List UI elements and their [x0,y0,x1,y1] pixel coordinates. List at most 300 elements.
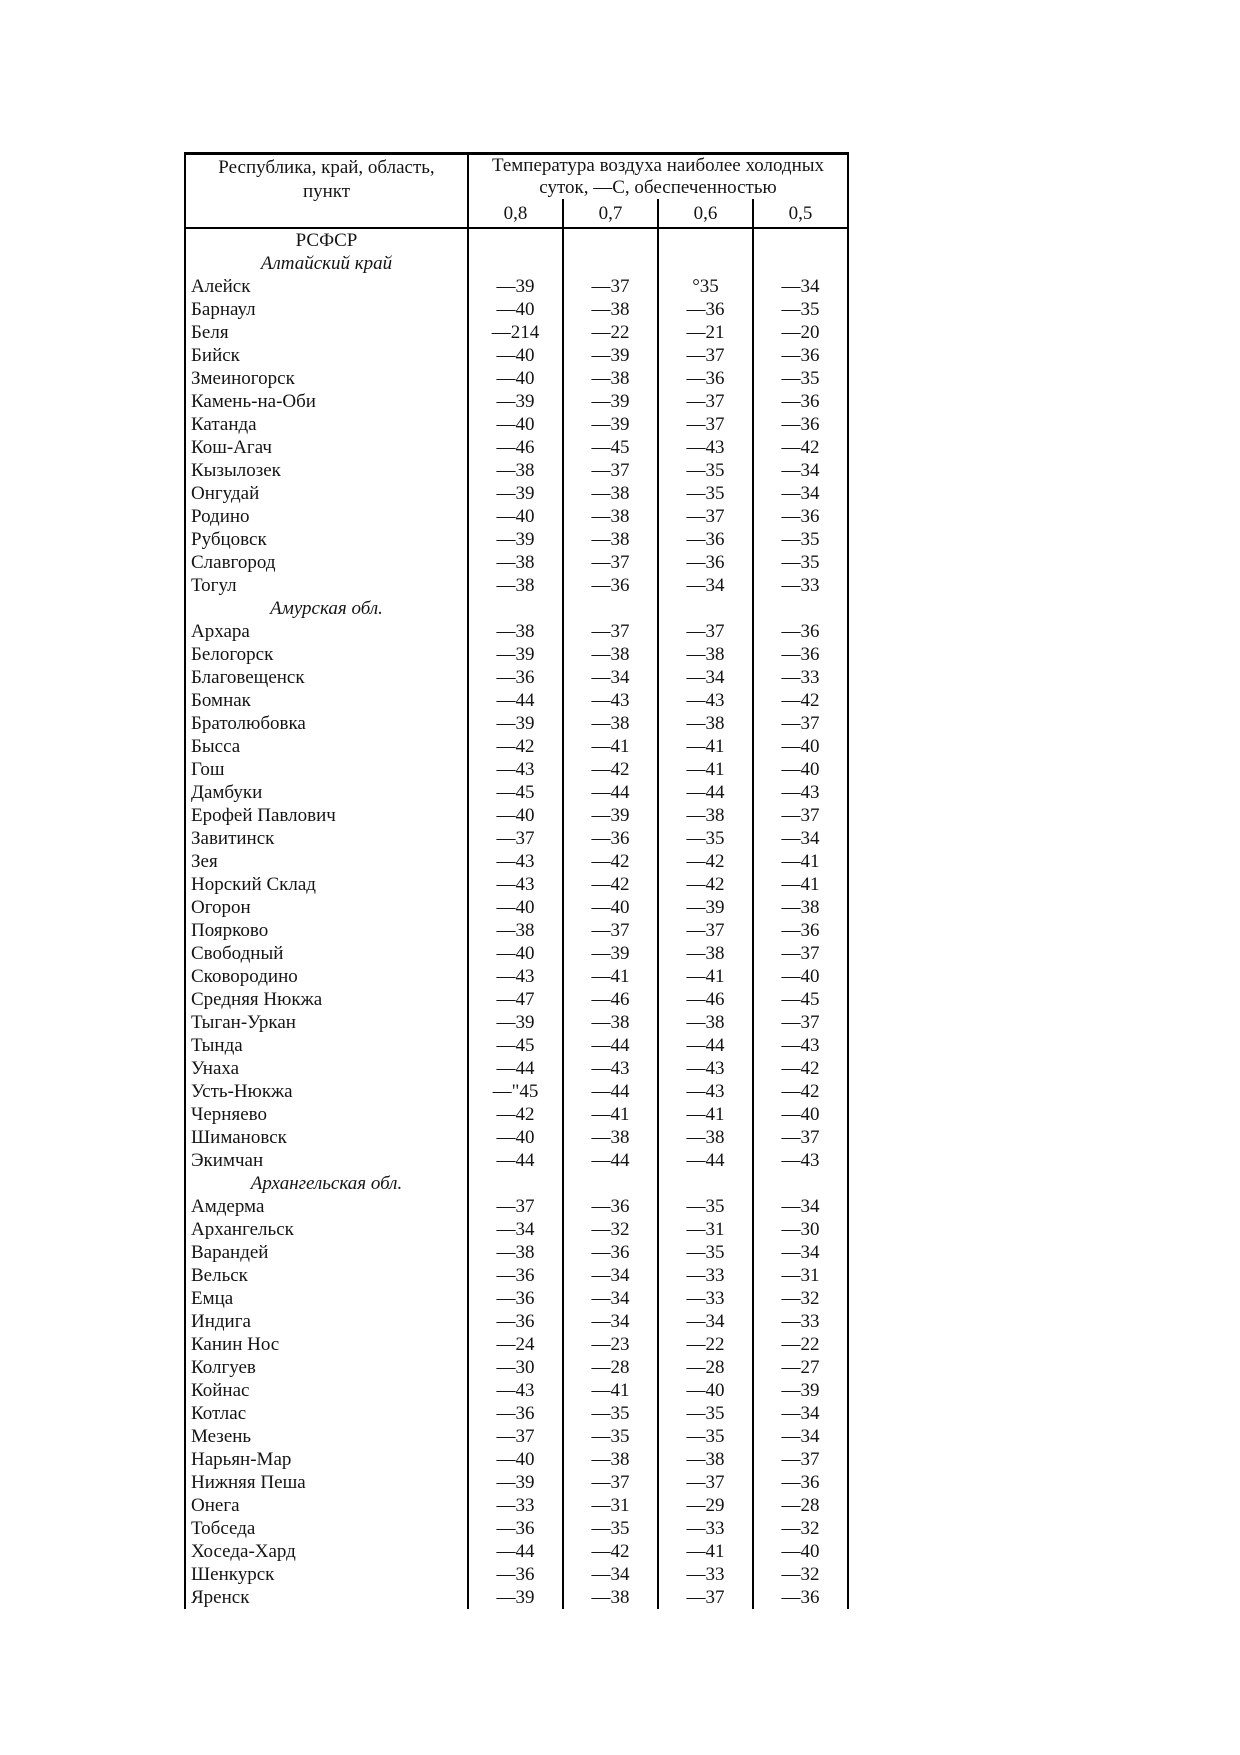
temp-value: —35 [753,551,848,574]
temp-value: °35 [658,275,753,298]
temp-value: —33 [658,1517,753,1540]
table-row [185,1517,848,1540]
temp-value: —37 [658,620,753,643]
place-name: Гош [185,758,468,781]
temp-value: —44 [496,1058,535,1079]
place-name: Варандей [185,1241,468,1264]
temp-value: —38 [563,1126,658,1149]
temp-value: —36 [563,1195,658,1218]
temp-value: —36 [753,620,848,643]
temp-value: —41 [658,965,753,988]
temp-value: —36 [496,1311,535,1332]
temp-value [468,252,563,275]
temp-value [468,228,563,252]
place-name: Емца [185,1287,468,1310]
table-row [185,942,848,965]
temp-value: —38 [658,1011,753,1034]
temp-value: —37 [753,1126,848,1149]
place-name: Белогорск [185,643,468,666]
temp-value: —36 [658,551,753,574]
temp-value: —44 [563,781,658,804]
table-row [185,988,848,1011]
temp-value: —40 [496,368,535,389]
temp-value: —31 [563,1494,658,1517]
temp-value: —33 [658,1264,753,1287]
temp-value: —35 [658,459,753,482]
temp-value: —27 [753,1356,848,1379]
temp-value: —43 [496,874,535,895]
temp-value: —42 [496,736,535,757]
temp-value: —42 [753,1057,848,1080]
temp-value: —34 [753,459,848,482]
temp-value: —36 [496,1518,535,1539]
temp-value: —34 [496,1219,535,1240]
place-name: Камень-на-Оби [185,390,468,413]
place-name: Ерофей Павлович [185,804,468,827]
table-header [185,154,848,229]
column-header-place-line1: Республика, край, область, [218,157,435,178]
temp-value: —30 [753,1218,848,1241]
temp-value: —38 [496,920,535,941]
place-name: Экимчан [185,1149,468,1172]
table-row [185,1494,848,1517]
table-row [185,436,848,459]
place-name: Благовещенск [185,666,468,689]
temp-value: —47 [496,989,535,1010]
temp-value: —29 [658,1494,753,1517]
temp-value: —41 [753,873,848,896]
subcolumn-header-0-7: 0,7 [563,199,658,228]
temp-value: —46 [496,437,535,458]
temp-value: —39 [496,483,535,504]
temp-value: —36 [496,1265,535,1286]
temp-value: —43 [658,689,753,712]
table-body [185,228,848,1609]
section-label: РСФСР [185,228,468,252]
column-header-temperature-line1: Температура воздуха наиболее холодных [491,155,825,176]
temp-value: —41 [658,1540,753,1563]
temp-value: —36 [753,390,848,413]
temp-value: —38 [563,1448,658,1471]
temp-value: —30 [496,1357,535,1378]
temp-value: —35 [658,827,753,850]
place-name: Мезень [185,1425,468,1448]
temp-value: —38 [753,896,848,919]
temp-value: —34 [563,1287,658,1310]
temp-value: —42 [753,436,848,459]
place-name: Тыган-Уркан [185,1011,468,1034]
temp-value: —36 [563,574,658,597]
temp-value: —38 [658,712,753,735]
table-row [185,620,848,643]
place-name: Сковородино [185,965,468,988]
table-row [185,275,848,298]
temp-value: —35 [563,1402,658,1425]
place-name: Хоседа-Хард [185,1540,468,1563]
temp-value: —37 [658,344,753,367]
temp-value: —36 [753,1471,848,1494]
temp-value: —41 [563,735,658,758]
temp-value: —39 [496,1012,535,1033]
table-row [185,735,848,758]
temp-value: —41 [753,850,848,873]
temp-value: —43 [563,1057,658,1080]
place-name: Шимановск [185,1126,468,1149]
table-row [185,505,848,528]
section-row [185,1172,848,1195]
temp-value: —44 [658,1034,753,1057]
temp-value: —42 [563,850,658,873]
temp-value: —42 [753,1080,848,1103]
place-name: Родино [185,505,468,528]
temp-value: —33 [753,574,848,597]
place-name: Зея [185,850,468,873]
temp-value: —36 [658,367,753,390]
temp-value: —39 [496,276,535,297]
place-name: Барнаул [185,298,468,321]
temp-value: —38 [563,505,658,528]
place-name: Славгород [185,551,468,574]
temp-value: —39 [563,390,658,413]
temp-value: —37 [496,1426,535,1447]
temp-value: —37 [658,1471,753,1494]
temp-value: —34 [753,1402,848,1425]
place-name: Вельск [185,1264,468,1287]
temp-value: —45 [753,988,848,1011]
place-name: Бомнак [185,689,468,712]
temp-value: —37 [496,828,535,849]
temp-value: —43 [496,966,535,987]
place-name: Братолюбовка [185,712,468,735]
table-row [185,1563,848,1586]
table-row [185,643,848,666]
table-row [185,1448,848,1471]
temp-value [753,252,848,275]
table-row [185,574,848,597]
temp-value: —42 [496,1104,535,1125]
temp-value: —24 [496,1334,535,1355]
table-row [185,1471,848,1494]
temp-value: —40 [563,896,658,919]
temp-value: —36 [753,919,848,942]
place-name: Средняя Нюкжа [185,988,468,1011]
temp-value: —40 [753,1103,848,1126]
temp-value: —37 [658,413,753,436]
temp-value: —38 [563,1011,658,1034]
table-row [185,712,848,735]
section-label: Алтайский край [185,252,468,275]
temp-value: —42 [658,850,753,873]
temp-value [753,228,848,252]
temp-value: —31 [753,1264,848,1287]
temp-value: —39 [496,644,535,665]
temp-value: —22 [658,1333,753,1356]
place-name: Архангельск [185,1218,468,1241]
temp-value: —38 [563,298,658,321]
column-header-place [185,154,468,229]
temp-value: —37 [658,505,753,528]
place-name: Котлас [185,1402,468,1425]
temp-value: —39 [563,804,658,827]
temp-value: —46 [658,988,753,1011]
temp-value: —38 [563,643,658,666]
temp-value: —38 [496,575,535,596]
temp-value: —43 [496,851,535,872]
table-row [185,298,848,321]
temp-value: —34 [753,827,848,850]
temp-value: —36 [658,528,753,551]
temp-value: —28 [753,1494,848,1517]
temp-value: —36 [496,667,535,688]
table-row [185,459,848,482]
temp-value: —38 [658,1448,753,1471]
temp-value: —36 [658,298,753,321]
table-row [185,666,848,689]
table-row [185,1126,848,1149]
temp-value: —39 [563,344,658,367]
temp-value: —44 [496,1150,535,1171]
temp-value: —42 [658,873,753,896]
temp-value: —33 [658,1563,753,1586]
temp-value: —43 [753,781,848,804]
place-name: Колгуев [185,1356,468,1379]
temp-value: —39 [658,896,753,919]
temp-value: —32 [753,1287,848,1310]
place-name: Алейск [185,275,468,298]
temp-value: —37 [563,1471,658,1494]
temp-value: —45 [563,436,658,459]
temp-value: —40 [496,299,535,320]
temp-value: —43 [496,759,535,780]
temp-value: —34 [753,1241,848,1264]
temp-value: —41 [658,758,753,781]
temp-value: —43 [658,1057,753,1080]
temp-value [563,252,658,275]
temp-value: —40 [496,414,535,435]
temp-value: —"45 [492,1081,539,1102]
temp-value [658,1172,753,1195]
table-row [185,482,848,505]
temp-value: —44 [563,1034,658,1057]
temp-value: —37 [563,919,658,942]
temp-value: —38 [563,1586,658,1609]
temp-value: —36 [753,505,848,528]
table-row [185,1195,848,1218]
table-row [185,1379,848,1402]
temp-value [658,228,753,252]
temp-value: —33 [753,1310,848,1333]
column-header-place-line2: пункт [302,181,351,202]
table-row [185,390,848,413]
temp-value: —44 [658,781,753,804]
temp-value: —44 [496,690,535,711]
table-row [185,1034,848,1057]
table-row [185,1149,848,1172]
temp-value [658,252,753,275]
section-label: Архангельская обл. [185,1172,468,1195]
place-name: Унаха [185,1057,468,1080]
table-row [185,1218,848,1241]
temp-value: —34 [753,1425,848,1448]
table-row [185,850,848,873]
temp-value: —41 [658,1103,753,1126]
temp-value: —33 [658,1287,753,1310]
table-row [185,1264,848,1287]
table-row [185,1586,848,1609]
temp-value: —40 [496,1449,535,1470]
place-name: Тобседа [185,1517,468,1540]
place-name: Амдерма [185,1195,468,1218]
table-row [185,1333,848,1356]
temp-value: —35 [658,1195,753,1218]
temp-value: —31 [658,1218,753,1241]
temp-value: —38 [496,621,535,642]
table-row [185,827,848,850]
temp-value: —33 [496,1495,535,1516]
table-row [185,896,848,919]
place-name: Завитинск [185,827,468,850]
temp-value: —214 [491,322,540,343]
temp-value: —35 [753,528,848,551]
temp-value: —35 [658,482,753,505]
temp-value: —28 [658,1356,753,1379]
temp-value: —36 [563,1241,658,1264]
temp-value: —38 [563,528,658,551]
temp-value: —38 [658,942,753,965]
temp-value: —39 [496,391,535,412]
temp-value: —21 [658,321,753,344]
place-name: Канин Нос [185,1333,468,1356]
table-row [185,1310,848,1333]
temp-value: —37 [658,1586,753,1609]
section-row [185,252,848,275]
place-name: Онега [185,1494,468,1517]
temp-value: —35 [658,1425,753,1448]
temp-value: —46 [563,988,658,1011]
place-name: Катанда [185,413,468,436]
place-name: Норский Склад [185,873,468,896]
subcolumn-header-0-6: 0,6 [658,199,753,228]
table-row [185,689,848,712]
place-name: Кош-Агач [185,436,468,459]
place-name: Тогул [185,574,468,597]
temp-value: —36 [563,827,658,850]
temp-value: —37 [753,804,848,827]
table-row [185,873,848,896]
table-row [185,1287,848,1310]
temp-value: —37 [496,1196,535,1217]
table-row [185,551,848,574]
section-row [185,228,848,252]
temp-value: —41 [563,1379,658,1402]
temp-value: —42 [753,689,848,712]
temp-value: —37 [753,712,848,735]
temp-value: —32 [753,1563,848,1586]
place-name: Бысса [185,735,468,758]
place-name: Беля [185,321,468,344]
temp-value: —42 [563,1540,658,1563]
column-header-temperature [468,154,848,200]
place-name: Тында [185,1034,468,1057]
temp-value: —35 [658,1241,753,1264]
temp-value: —34 [658,666,753,689]
temp-value: —34 [753,1195,848,1218]
place-name: Яренск [185,1586,468,1609]
place-name: Нижняя Пеша [185,1471,468,1494]
temp-value: —40 [496,506,535,527]
temp-value [468,1172,563,1195]
temp-value: —37 [563,620,658,643]
temp-value: —41 [563,1103,658,1126]
temp-value: —45 [496,1035,535,1056]
table-row [185,1103,848,1126]
temp-value [563,1172,658,1195]
temp-value: —35 [563,1517,658,1540]
table-row [185,344,848,367]
temp-value: —23 [563,1333,658,1356]
place-name: Рубцовск [185,528,468,551]
temp-value: —36 [496,1288,535,1309]
place-name: Усть-Нюкжа [185,1080,468,1103]
table-row [185,1241,848,1264]
table-row [185,1540,848,1563]
temp-value: —34 [563,666,658,689]
temp-value: —28 [563,1356,658,1379]
place-name: Нарьян-Мар [185,1448,468,1471]
temp-value: —32 [563,1218,658,1241]
table-row [185,758,848,781]
temp-value: —39 [563,413,658,436]
table-row [185,1402,848,1425]
temp-value: —43 [658,1080,753,1103]
subcolumn-header-0-5: 0,5 [753,199,848,228]
table-row [185,321,848,344]
temp-value: —40 [496,345,535,366]
temp-value: —42 [563,758,658,781]
temp-value [563,228,658,252]
place-name: Шенкурск [185,1563,468,1586]
header-row-titles [185,154,848,200]
temp-value: —33 [753,666,848,689]
table-row [185,781,848,804]
place-name: Змеиногорск [185,367,468,390]
temp-value: —43 [753,1149,848,1172]
table-row [185,1011,848,1034]
place-name: Бийск [185,344,468,367]
subcolumn-header-0-8: 0,8 [468,199,563,228]
table-row [185,413,848,436]
temp-value: —39 [496,1587,535,1608]
table-row [185,1080,848,1103]
table-row [185,804,848,827]
table-row [185,1057,848,1080]
column-header-temperature-line2: суток, —С, обеспеченностью [539,177,777,198]
temp-value: —36 [496,1564,535,1585]
temp-value: —36 [496,1403,535,1424]
temp-value [563,597,658,620]
temp-value: —42 [563,873,658,896]
temp-value: —22 [563,321,658,344]
temp-value: —34 [658,1310,753,1333]
temp-value: —38 [658,643,753,666]
temp-value: —35 [658,1402,753,1425]
temp-value [468,597,563,620]
temp-value: —43 [658,436,753,459]
temp-value: —34 [563,1264,658,1287]
place-name: Индига [185,1310,468,1333]
temp-value: —34 [563,1310,658,1333]
temp-value: —44 [496,1541,535,1562]
